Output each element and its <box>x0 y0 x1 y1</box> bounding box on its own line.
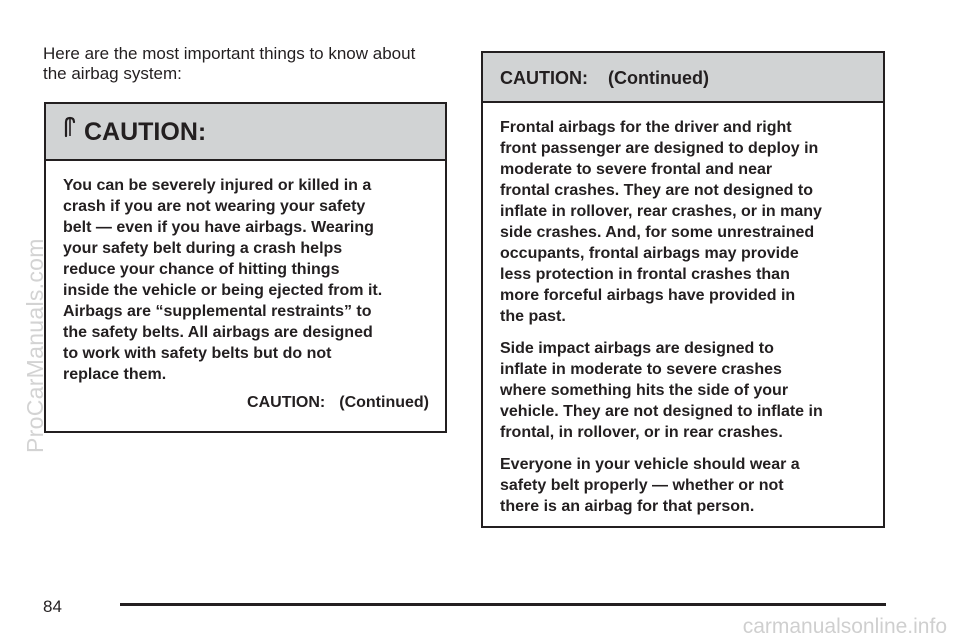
caution-box <box>44 102 447 433</box>
body-line: side crashes. And, for some unrestrained <box>500 224 815 241</box>
body-line: less protection in frontal crashes than <box>500 266 790 283</box>
footer-rule <box>120 603 886 606</box>
caution-line: to work with safety belts but do not <box>63 345 332 362</box>
caution-line: reduce your chance of hitting things <box>63 261 340 278</box>
caution-line: replace them. <box>63 366 167 383</box>
body-line: occupants, frontal airbags may provide <box>500 245 799 262</box>
continued-word: (Continued) <box>339 394 429 411</box>
body-line: inflate in rollover, rear crashes, or in many <box>500 203 822 220</box>
body-line: vehicle. They are not designed to inflate in <box>500 403 823 420</box>
body-line: Side impact airbags are designed to <box>500 340 774 357</box>
caution-continued-box <box>481 51 885 528</box>
caution-line: Airbags are “supplemental restraints” to <box>63 303 372 320</box>
page-number: 84 <box>43 597 62 616</box>
caution-line: You can be severely injured or killed in a <box>63 177 372 194</box>
body-line: frontal crashes. They are not designed to <box>500 182 813 199</box>
body-line: safety belt properly — whether or not <box>500 477 784 494</box>
caution-line: crash if you are not wearing your safety <box>63 198 366 215</box>
body-line: inflate in moderate to severe crashes <box>500 361 782 378</box>
body-line: the past. <box>500 308 566 325</box>
caution-line: inside the vehicle or being ejected from it. <box>63 282 383 299</box>
body-line: where something hits the side of your <box>500 382 789 399</box>
caution-continued-body <box>483 103 883 517</box>
intro-line: Here are the most important things to know about <box>43 44 416 63</box>
body-line: frontal, in rollover, or in rear crashes. <box>500 424 783 441</box>
body-line: there is an airbag for that person. <box>500 498 755 515</box>
body-line: moderate to severe frontal and near <box>500 161 773 178</box>
caution-title: CAUTION: <box>84 118 207 146</box>
paragraph-frontal-airbags <box>500 117 883 327</box>
body-line: front passenger are designed to deploy in <box>500 140 819 157</box>
caution-line: the safety belts. All airbags are designed <box>63 324 373 341</box>
body-line: Frontal airbags for the driver and right <box>500 119 792 136</box>
caution-symbol-icon <box>62 102 78 159</box>
continued-note <box>247 394 429 412</box>
caution-line: belt — even if you have airbags. Wearing <box>63 219 374 236</box>
body-line: more forceful airbags have provided in <box>500 287 796 304</box>
caution-continued-header: CAUTION: (Continued) <box>483 53 883 103</box>
body-line: Everyone in your vehicle should wear a <box>500 456 800 473</box>
continued-label: CAUTION: <box>247 394 326 411</box>
caution-box-header <box>46 104 445 161</box>
watermark-bottom: carmanualsonline.info <box>742 615 947 638</box>
paragraph-wear-safety-belt <box>500 454 883 517</box>
intro-text <box>43 44 443 84</box>
intro-line: the airbag system: <box>43 64 182 83</box>
watermark-vertical: ProCarManuals.com <box>22 238 48 453</box>
caution-line: your safety belt during a crash helps <box>63 240 343 257</box>
paragraph-side-airbags <box>500 338 883 443</box>
caution-body <box>46 161 445 385</box>
